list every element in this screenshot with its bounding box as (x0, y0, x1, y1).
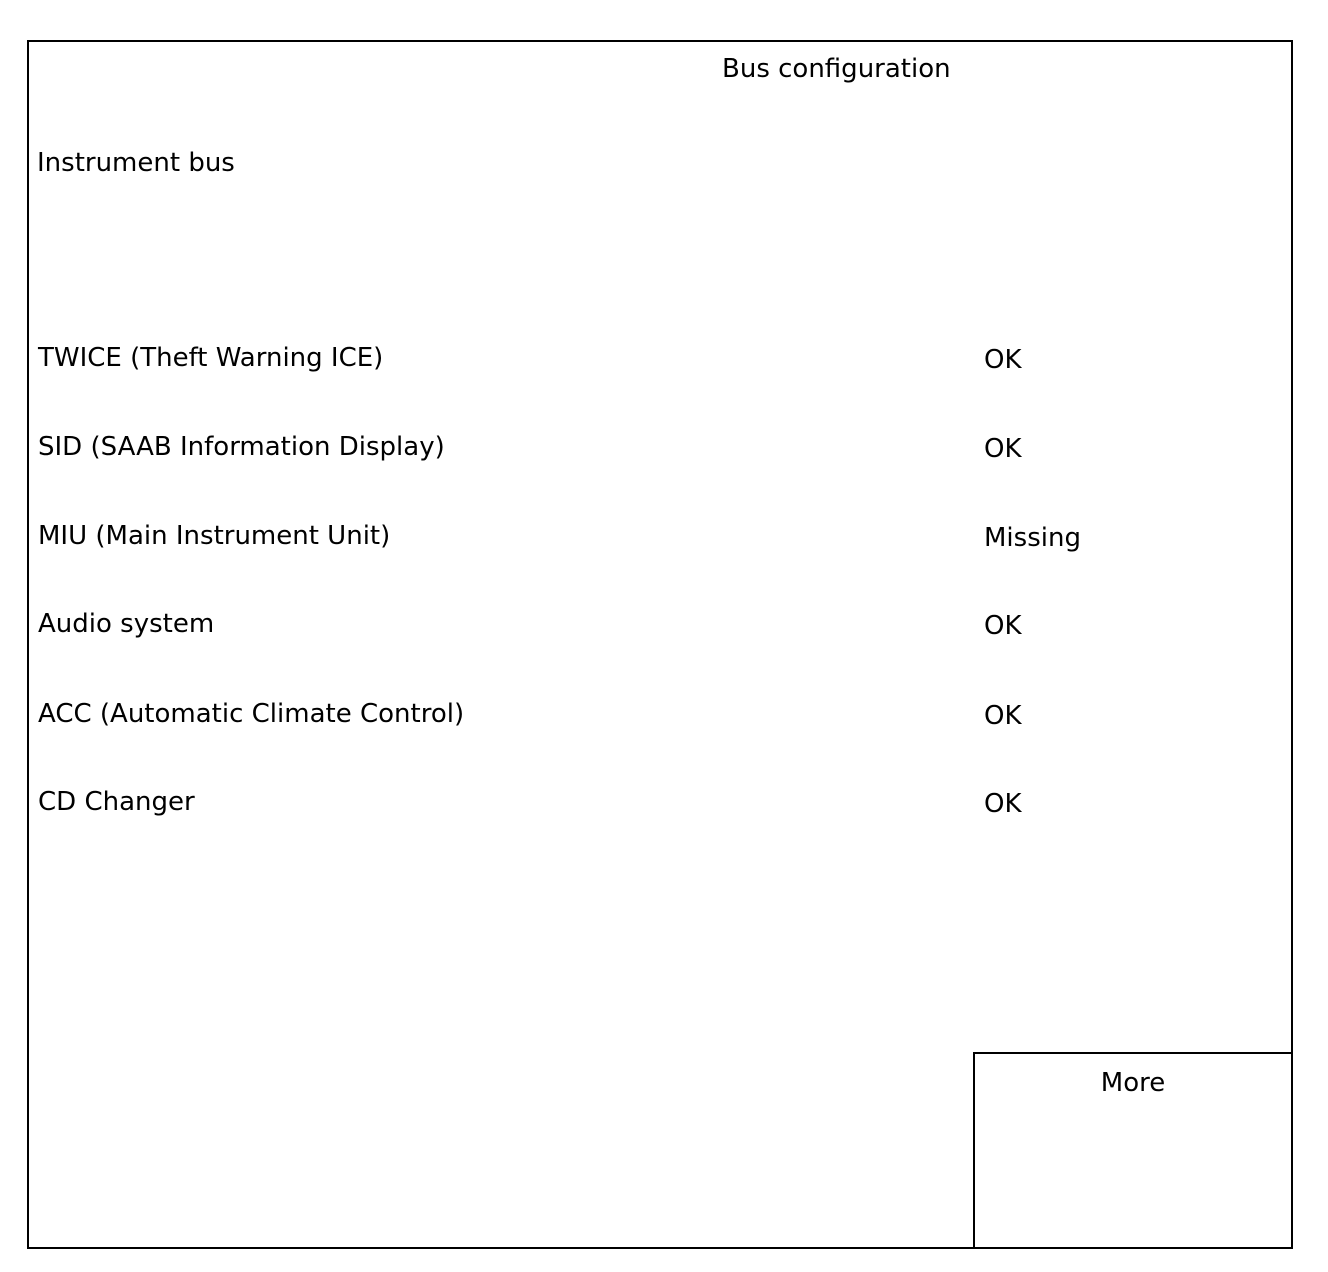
device-row-acc (0, 697, 1328, 737)
device-label: SID (SAAB Information Display) (38, 432, 445, 462)
device-row-sid (0, 430, 1328, 470)
device-row-cd-changer (0, 785, 1328, 825)
device-status: OK (984, 789, 1022, 819)
section-title: Instrument bus (37, 148, 235, 178)
device-status: OK (984, 345, 1022, 375)
device-label: MIU (Main Instrument Unit) (38, 521, 391, 551)
device-label: CD Changer (38, 787, 195, 817)
device-row-audio (0, 607, 1328, 647)
more-button-label: More (1100, 1068, 1166, 1098)
device-label: TWICE (Theft Warning ICE) (38, 343, 384, 373)
device-label: ACC (Automatic Climate Control) (38, 699, 465, 729)
more-button[interactable] (973, 1052, 1291, 1247)
screen-title: Bus configuration (722, 54, 951, 84)
device-label: Audio system (38, 609, 215, 639)
device-row-twice (0, 341, 1328, 381)
device-status: Missing (984, 523, 1081, 553)
device-row-miu (0, 519, 1328, 559)
device-status: OK (984, 701, 1022, 731)
device-status: OK (984, 611, 1022, 641)
device-status: OK (984, 434, 1022, 464)
